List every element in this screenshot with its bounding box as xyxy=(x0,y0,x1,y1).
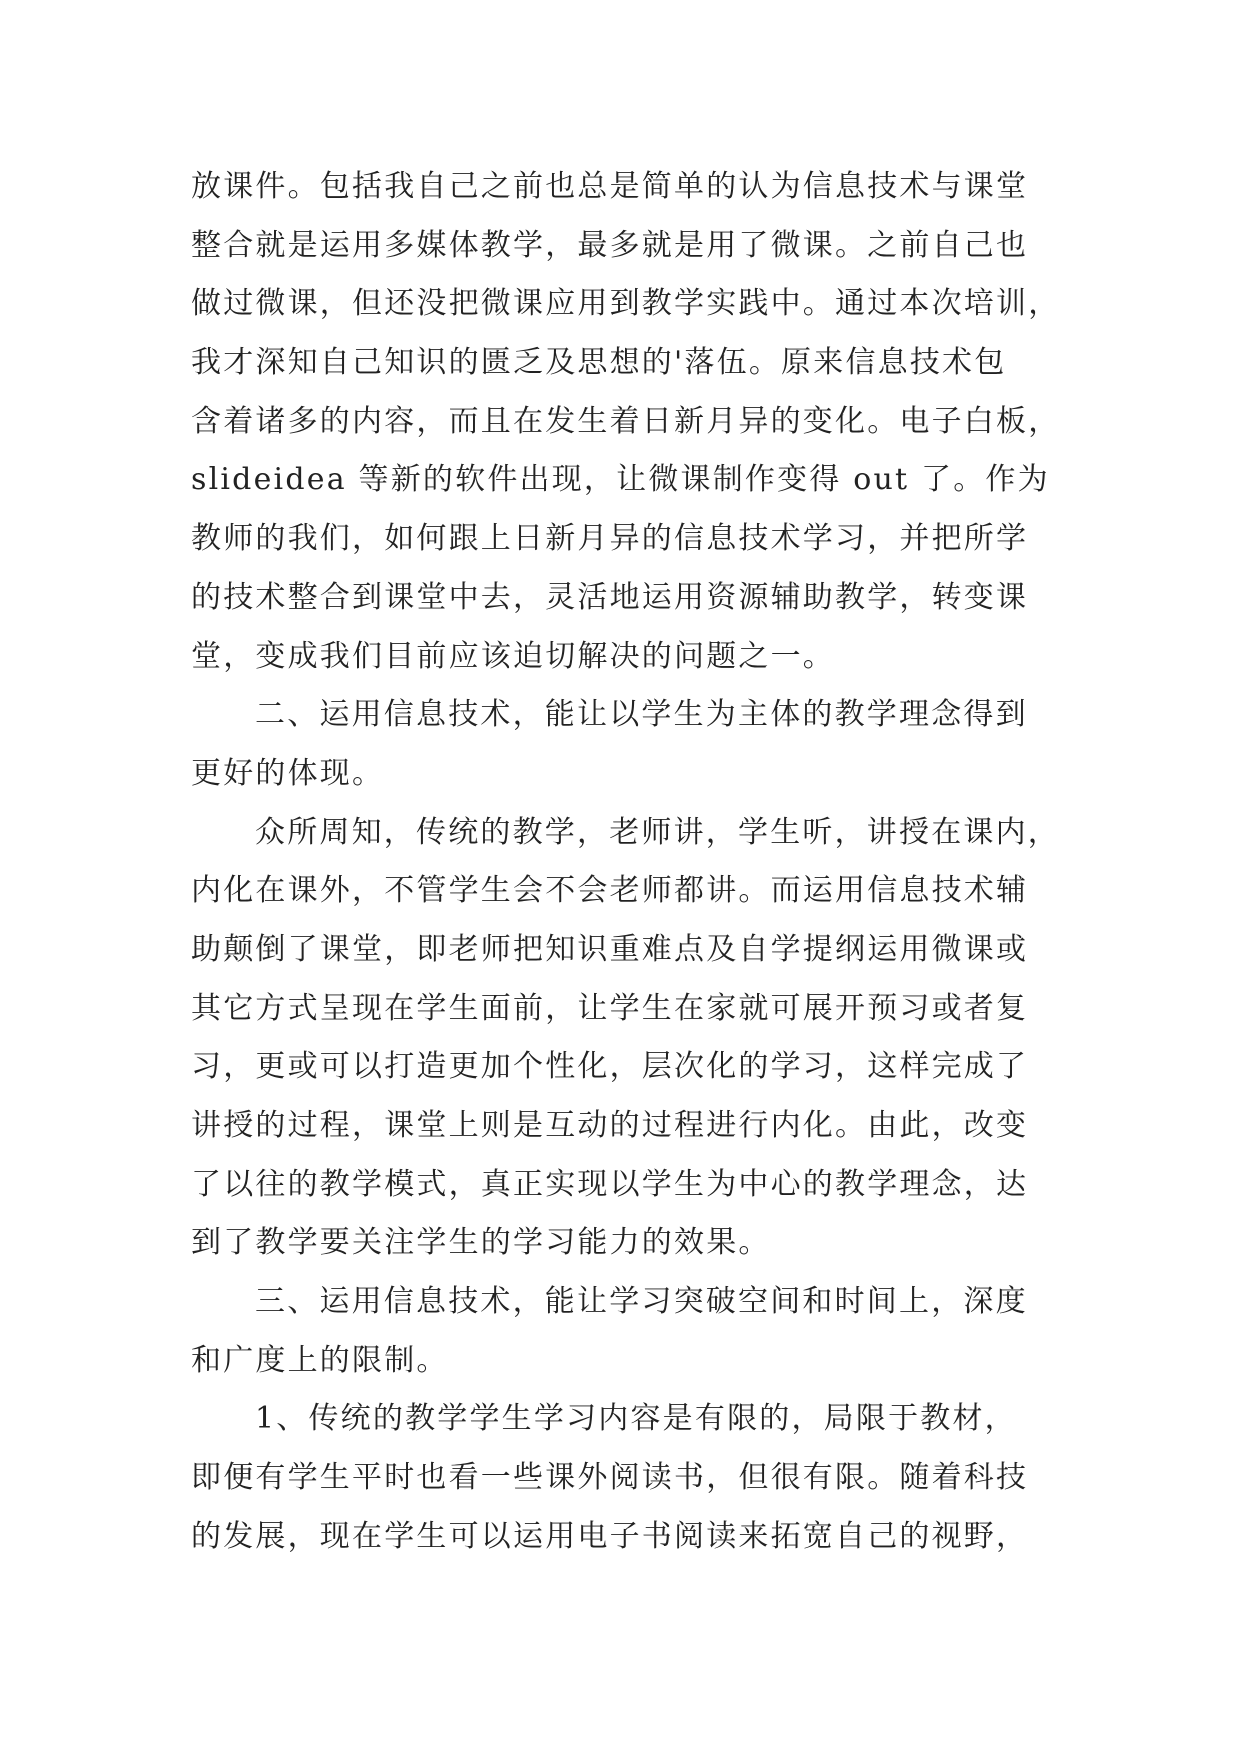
text-line: 二、运用信息技术，能让以学生为主体的教学理念得到 xyxy=(255,697,1028,733)
text-line: 众所周知，传统的教学，老师讲，学生听，讲授在课内， xyxy=(255,814,1060,850)
text-line: 1、传统的教学学生学习内容是有限的，局限于教材， xyxy=(255,1401,1017,1437)
text-line: 含着诸多的内容，而且在发生着日新月异的变化。电子白板， xyxy=(191,403,1061,439)
text-line: 整合就是运用多媒体教学，最多就是用了微课。之前自己也 xyxy=(191,227,1029,263)
text-line: 堂，变成我们目前应该迫切解决的问题之一。 xyxy=(191,638,835,674)
text-line: 我才深知自己知识的匮乏及思想的'落伍。原来信息技术包 xyxy=(191,345,1007,381)
body-text xyxy=(191,158,1071,1567)
text-line: 的发展，现在学生可以运用电子书阅读来拓宽自己的视野， xyxy=(191,1518,1029,1554)
text-line: 教师的我们，如何跟上日新月异的信息技术学习，并把所学 xyxy=(191,521,1029,557)
text-line: 到了教学要关注学生的学习能力的效果。 xyxy=(191,1225,771,1261)
text-line: 了以往的教学模式，真正实现以学生为中心的教学理念，达 xyxy=(191,1166,1029,1202)
text-line: 习，更或可以打造更加个性化，层次化的学习，这样完成了 xyxy=(191,1049,1029,1085)
text-line: 讲授的过程，课堂上则是互动的过程进行内化。由此，改变 xyxy=(191,1108,1029,1143)
text-line: 内化在课外，不管学生会不会老师都讲。而运用信息技术辅 xyxy=(191,873,1029,909)
text-line: 的技术整合到课堂中去，灵活地运用资源辅助教学，转变课 xyxy=(191,579,1029,615)
text-line: 放课件。包括我自己之前也总是简单的认为信息技术与课堂 xyxy=(191,169,1029,204)
text-line: 其它方式呈现在学生面前，让学生在家就可展开预习或者复 xyxy=(191,990,1029,1026)
text-line: 助颠倒了课堂，即老师把知识重难点及自学提纲运用微课或 xyxy=(191,931,1029,967)
text-line: 和广度上的限制。 xyxy=(191,1342,449,1378)
text-line: 做过微课，但还没把微课应用到教学实践中。通过本次培训， xyxy=(191,286,1061,322)
text-line: 即便有学生平时也看一些课外阅读书，但很有限。随着科技 xyxy=(191,1460,1029,1496)
text-line: 更好的体现。 xyxy=(191,755,385,791)
text-line: slideidea 等新的软件出现，让微课制作变得 out 了。作为 xyxy=(191,462,1050,498)
text-line: 三、运用信息技术，能让学习突破空间和时间上，深度 xyxy=(255,1284,1028,1320)
